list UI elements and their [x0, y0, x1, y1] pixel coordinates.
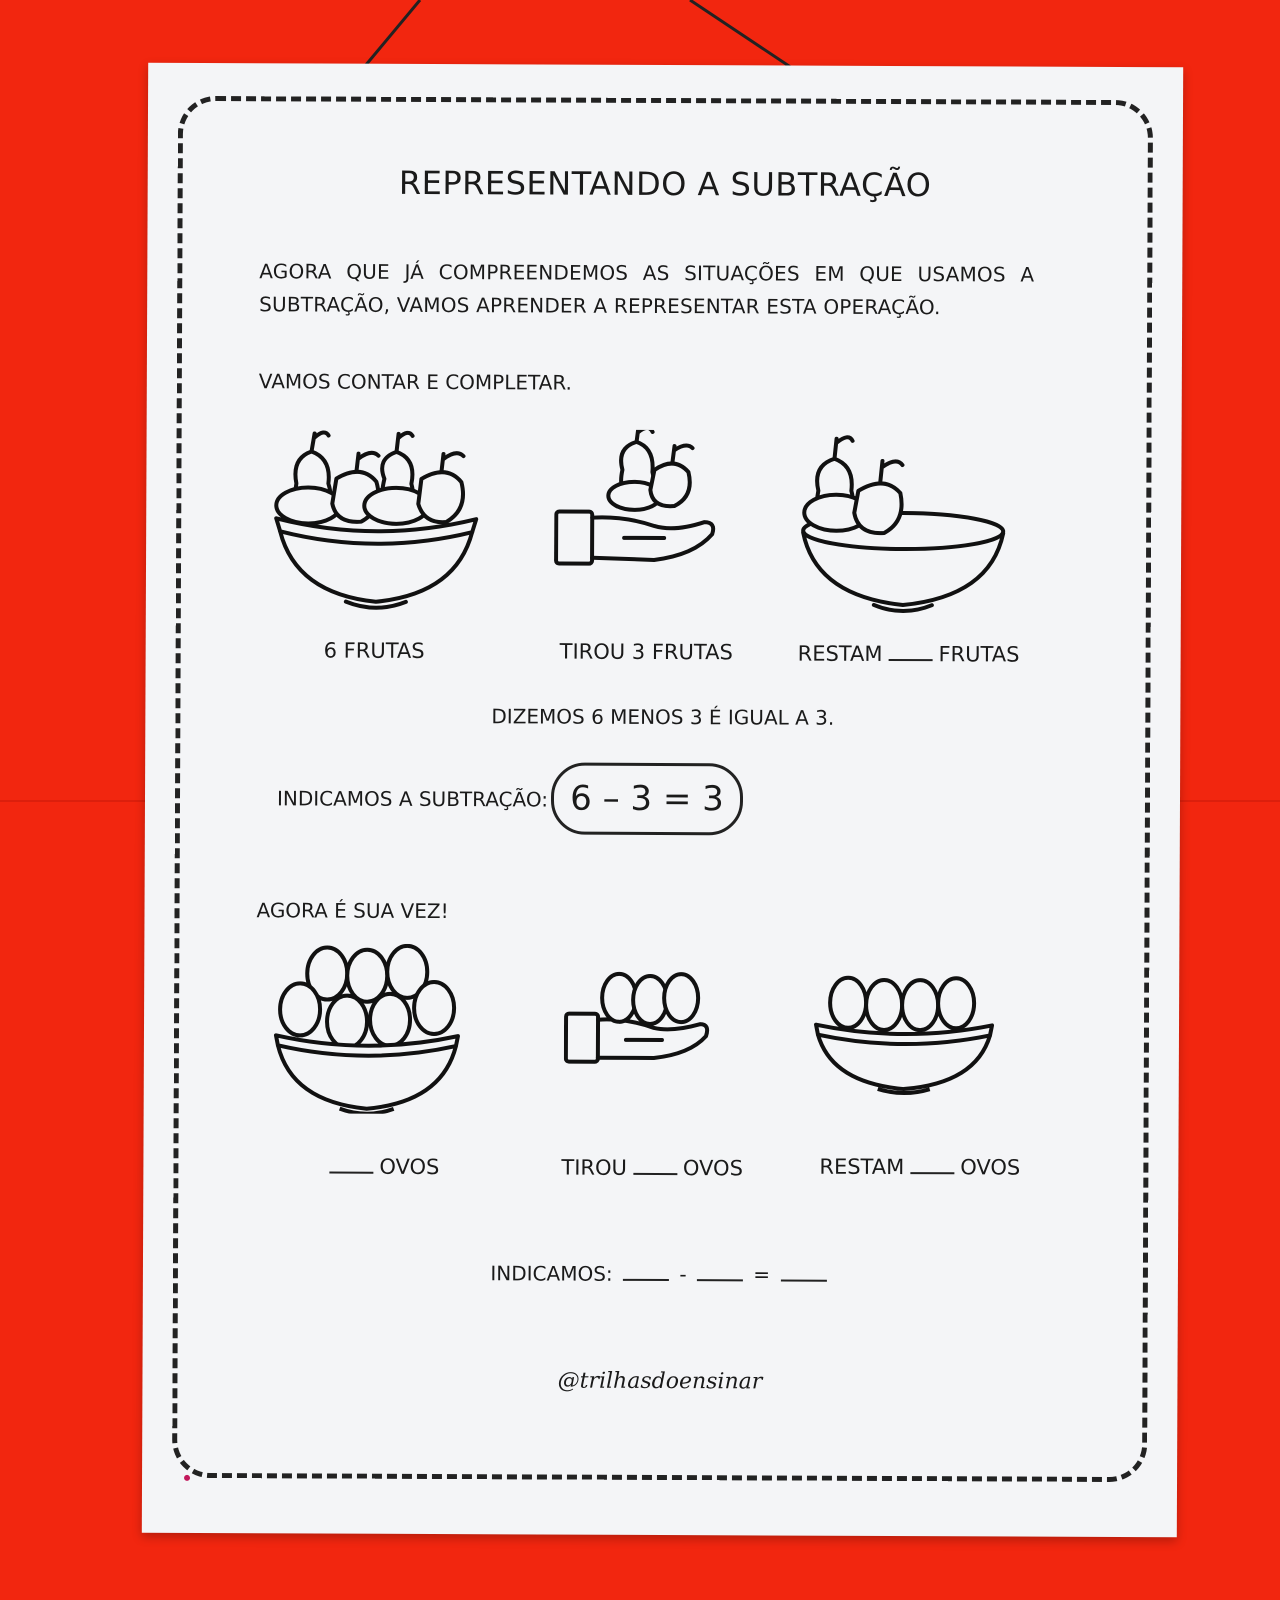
instruction-your-turn: AGORA É SUA VEZ!: [256, 898, 449, 924]
hand-with-eggs-icon: [564, 970, 714, 1071]
instruction-count-complete: VAMOS CONTAR E COMPLETAR.: [258, 369, 572, 395]
answer-blank[interactable]: [888, 641, 932, 661]
caption-eggs-label: OVOS: [960, 1155, 1021, 1180]
author-handle: @trilhasdoensinar: [557, 1368, 763, 1395]
caption-eggs-label: OVOS: [682, 1156, 743, 1181]
answer-blank[interactable]: [329, 1154, 373, 1174]
answer-blank[interactable]: [697, 1263, 743, 1281]
egg-bowl-remaining-icon: [812, 971, 998, 1097]
answer-blank[interactable]: [780, 1264, 826, 1282]
caption-fruits-label: FRUTAS: [938, 642, 1020, 667]
paper-mark: [184, 1475, 190, 1481]
example-sentence: DIZEMOS 6 MENOS 3 É IGUAL A 3.: [491, 704, 835, 730]
caption-remaining-fruits: [798, 641, 1020, 667]
fruit-bowl-full-icon: [266, 423, 487, 614]
page-title: REPRESENTANDO A SUBTRAÇÃO: [398, 163, 932, 205]
caption-remaining-label: RESTAM: [797, 641, 883, 666]
caption-took-three-fruits: TIROU 3 FRUTAS: [559, 639, 733, 665]
answer-blank[interactable]: [910, 1154, 954, 1174]
caption-took-label: TIROU: [561, 1155, 627, 1180]
exercise-equation-line: [143, 1260, 1178, 1289]
caption-six-fruits: 6 FRUTAS: [323, 638, 425, 663]
equation-box: 6 – 3 = 3: [551, 763, 743, 836]
caption-remaining-label: RESTAM: [819, 1154, 905, 1180]
answer-blank[interactable]: [633, 1155, 677, 1175]
intro-text: AGORA QUE JÁ COMPREENDEMOS AS SITUAÇÕES EM QUE USAMOS A SUBTRAÇÃO, VAMOS APRENDER A REPRESENTAR ESTA OPERAÇÃO.: [259, 259, 1035, 320]
worksheet-paper: [142, 63, 1183, 1538]
answer-blank[interactable]: [623, 1263, 669, 1281]
caption-took-eggs: [561, 1155, 743, 1181]
indicate-subtraction-label: INDICAMOS A SUBTRAÇÃO:: [276, 786, 549, 812]
caption-eggs: [323, 1154, 439, 1180]
caption-remaining-eggs: [819, 1154, 1020, 1180]
minus-sign: -: [679, 1262, 687, 1287]
indicate-label: INDICAMOS:: [490, 1261, 613, 1286]
caption-eggs-label: OVOS: [379, 1154, 440, 1180]
hand-with-fruits-icon: [554, 430, 720, 571]
egg-bowl-full-icon: [272, 943, 463, 1114]
equals-sign: =: [753, 1262, 771, 1287]
fruit-bowl-remaining-icon: [796, 421, 1012, 617]
